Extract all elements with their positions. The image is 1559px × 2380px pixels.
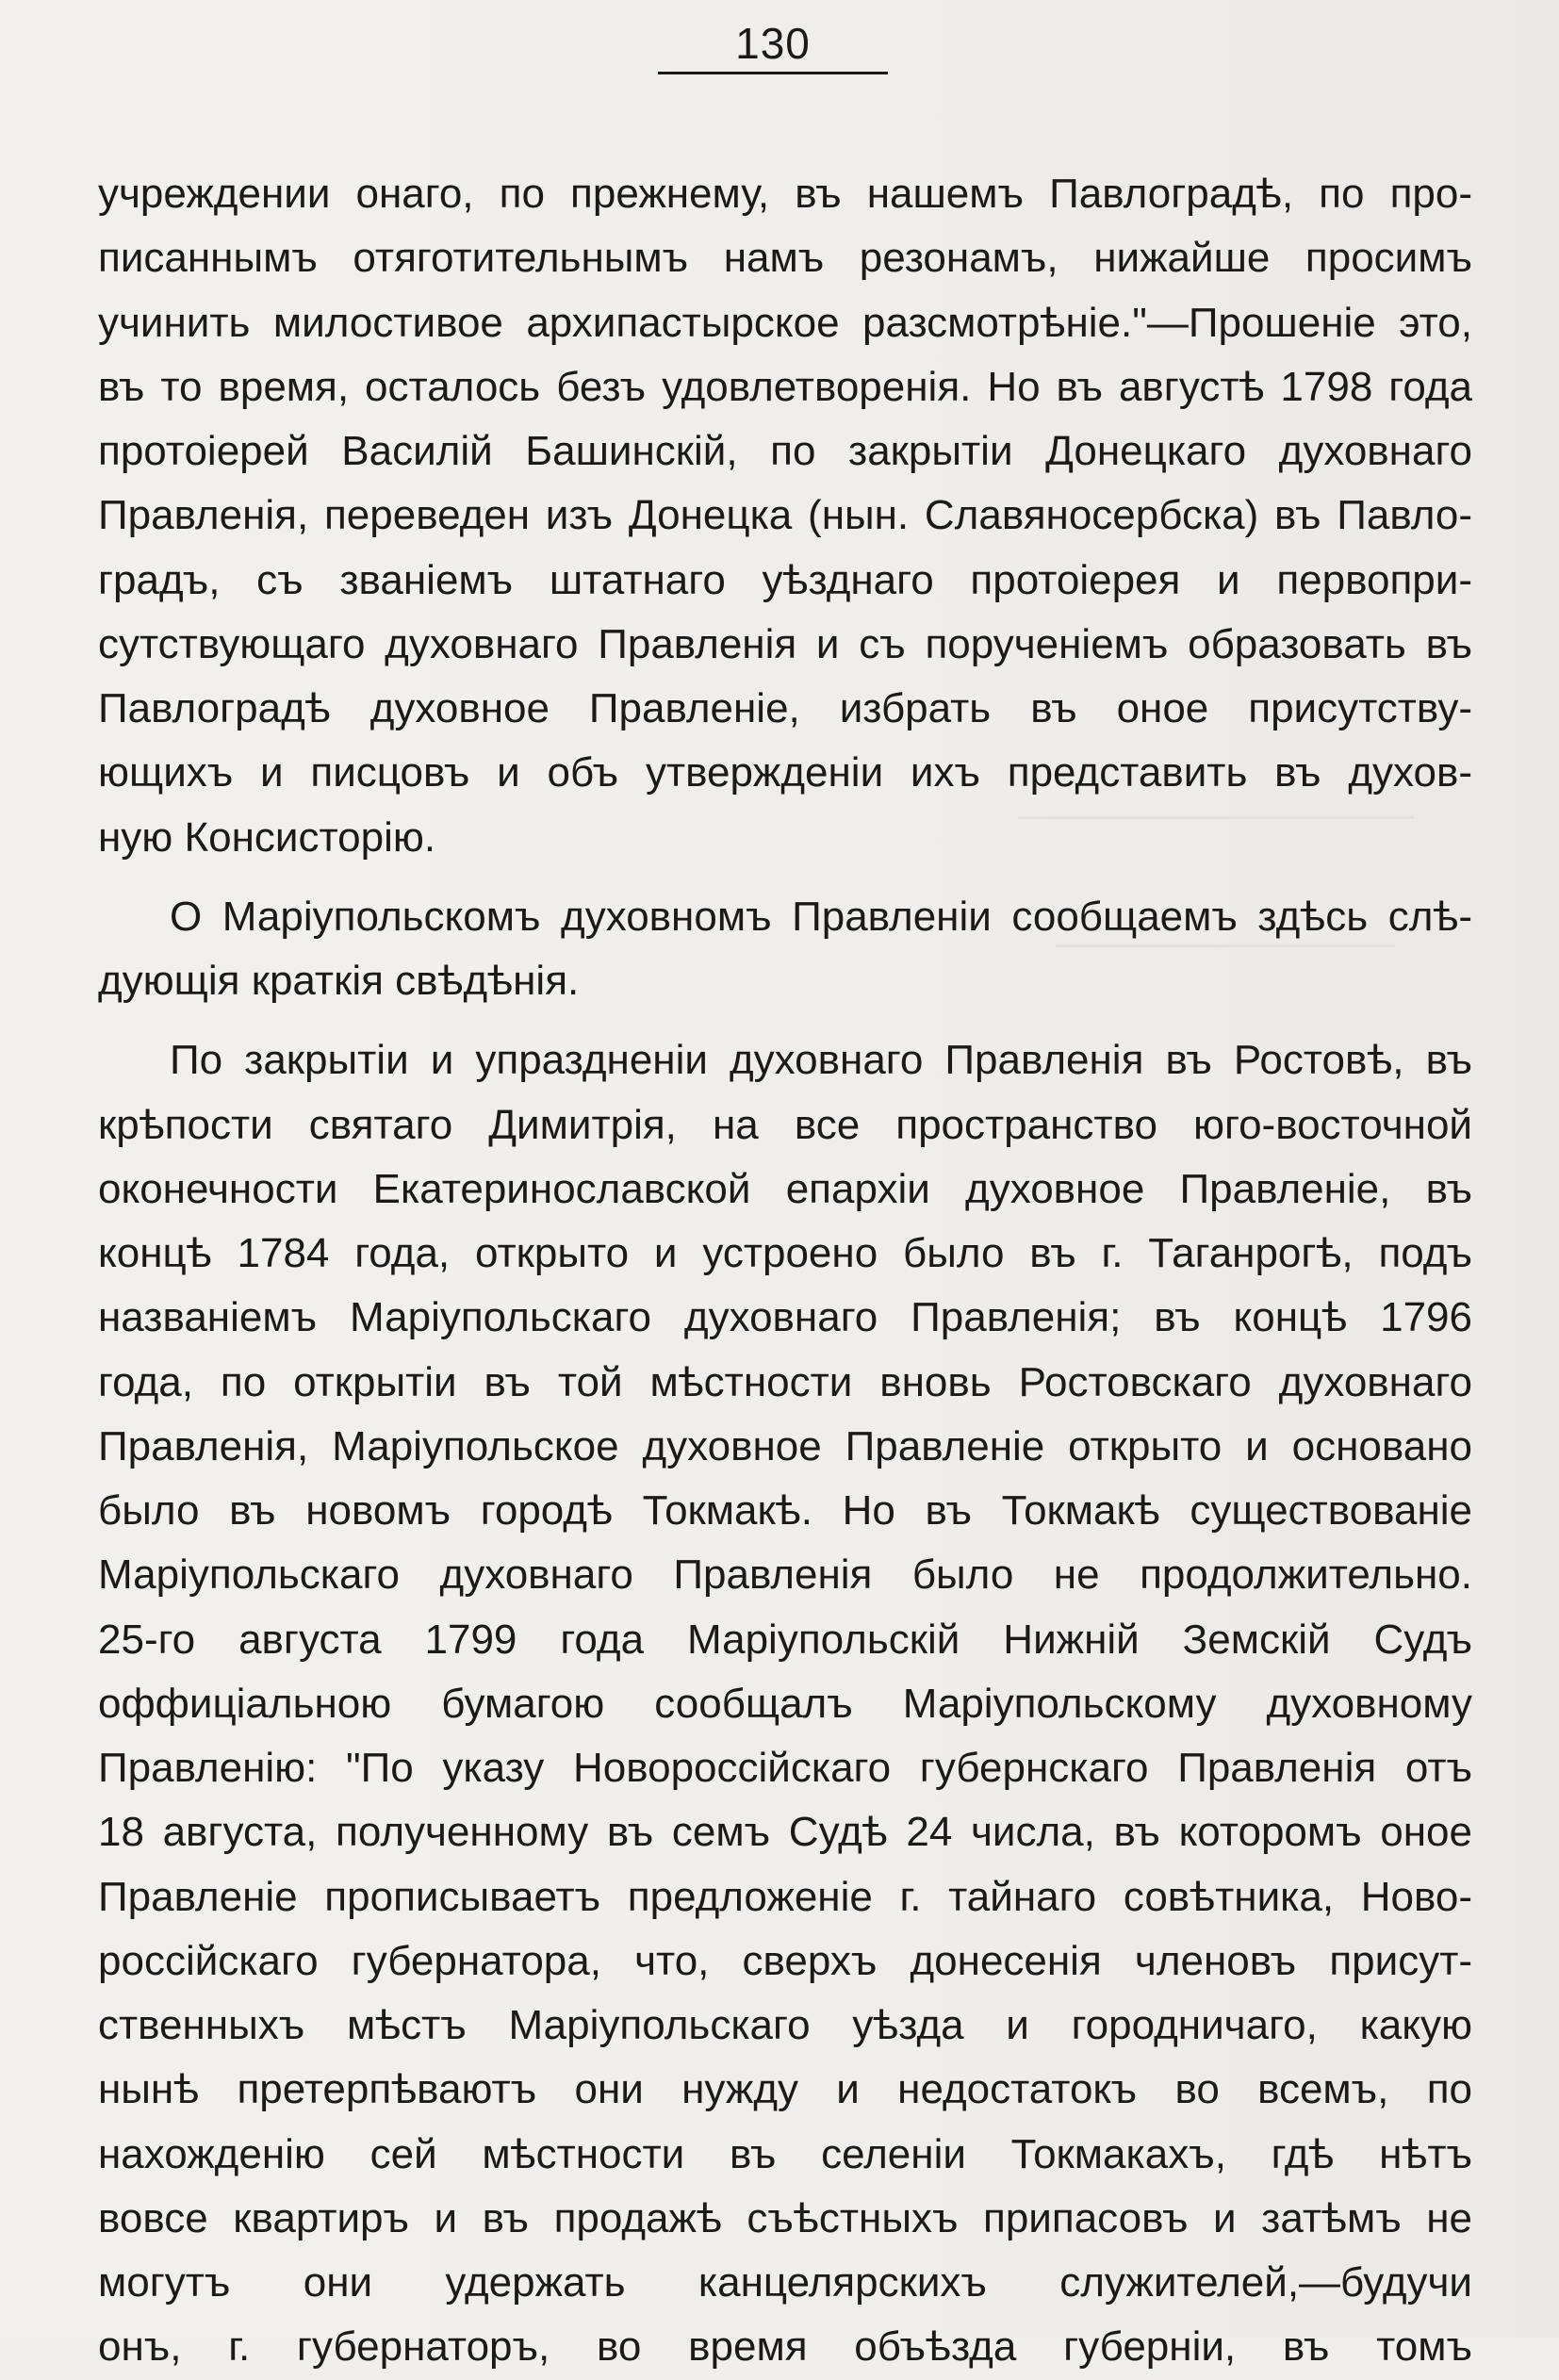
text-line: было въ новомъ городѣ Токмакѣ. Но въ Токмакѣ существованіе (98, 1487, 1472, 1534)
text-line: оффиціальною бумагою сообщалъ Маріупольскому духовному (98, 1680, 1472, 1727)
text-line: названіемъ Маріупольскаго духовнаго Правленія; въ концѣ 1796 (98, 1294, 1472, 1341)
text-line: россійскаго губернатора, что, сверхъ донесенія членовъ присут- (98, 1937, 1472, 1984)
text-line: Маріупольскаго духовнаго Правленія было не продолжительно. (98, 1551, 1472, 1599)
text-line: Правленія, Маріупольское духовное Правленіе открыто и основано (98, 1422, 1472, 1469)
paragraph (98, 885, 1472, 1014)
text-line: Правленію: "По указу Новороссійскаго губернскаго Правленія отъ (98, 1745, 1472, 1791)
text-line: дующія краткія свѣдѣнія. (98, 958, 580, 1004)
body-text (98, 162, 1472, 2380)
text-line: нынѣ претерпѣваютъ они нужду и недостатокъ во всемъ, по (98, 2066, 1472, 2113)
text-line: учреждении онаго, по прежнему, въ нашемъ Павлоградѣ, по про- (98, 171, 1472, 217)
text-line: могутъ они удержать канцелярскихъ служителей,—будучи (98, 2259, 1472, 2306)
text-line: онъ, г. губернаторъ, во время объѣзда губерніи, въ томъ (98, 2323, 1472, 2371)
text-line: 18 августа, полученному въ семъ Судѣ 24 числа, въ которомъ оное (98, 1809, 1472, 1856)
text-line: градъ, съ званіемъ штатнаго уѣзднаго протоіерея и первопри- (98, 556, 1472, 603)
text-line: писаннымъ отяготительнымъ намъ резонамъ, нижайше просимъ (98, 235, 1472, 282)
text-line: концѣ 1784 года, открыто и устроено было въ г. Таганрогѣ, подъ (98, 1230, 1472, 1276)
text-line: крѣпости святаго Димитрія, на все пространство юго-восточной (98, 1101, 1472, 1148)
text-line: ную Консисторію. (98, 813, 436, 861)
text-line: Павлоградѣ духовное Правленіе, избрать въ оное присутству- (98, 685, 1472, 731)
text-line: О Маріупольскомъ духовномъ Правленіи сообщаемъ здѣсь слѣ- (170, 893, 1472, 940)
text-line: По закрытіи и упраздненіи духовнаго Правленія въ Ростовѣ, въ (170, 1037, 1472, 1084)
text-line: оконечности Екатеринославской епархіи духовное Правленіе, въ (98, 1165, 1472, 1212)
text-line: ственныхъ мѣстъ Маріупольскаго уѣзда и городничаго, какую (98, 2002, 1472, 2048)
text-line: Правленія, переведен изъ Донецка (нын. Славяносербска) въ Павло- (98, 492, 1472, 539)
paragraph (98, 1028, 1472, 2379)
text-line: въ то время, осталось безъ удовлетворенія. Но въ августѣ 1798 года (98, 363, 1472, 410)
text-line: протоіерей Василій Башинскій, по закрытіи Донецкаго духовнаго (98, 428, 1472, 474)
text-line: нахожденію сей мѣстности въ селеніи Токмакахъ, гдѣ нѣтъ (98, 2130, 1472, 2177)
text-line: сутствующаго духовнаго Правленія и съ порученіемъ образовать въ (98, 620, 1472, 667)
page-number: 130 (735, 19, 811, 68)
text-line: учинить милостивое архипастырское разсмотрѣніе."—Прошеніе это, (98, 299, 1472, 346)
text-line: года, по открытіи въ той мѣстности вновь Ростовскаго духовнаго (98, 1358, 1472, 1405)
text-line: ющихъ и писцовъ и объ утвержденіи ихъ представить въ духов- (98, 749, 1472, 796)
text-line: Правленіе прописываетъ предложеніе г. тайнаго совѣтника, Ново- (98, 1873, 1472, 1920)
page-number-underline (658, 72, 888, 74)
paragraph (98, 162, 1472, 870)
text-line: вовсе квартиръ и въ продажѣ съѣстныхъ припасовъ и затѣмъ не (98, 2194, 1472, 2241)
text-line: 25-го августа 1799 года Маріупольскій Нижній Земскій Судъ (98, 1616, 1472, 1663)
